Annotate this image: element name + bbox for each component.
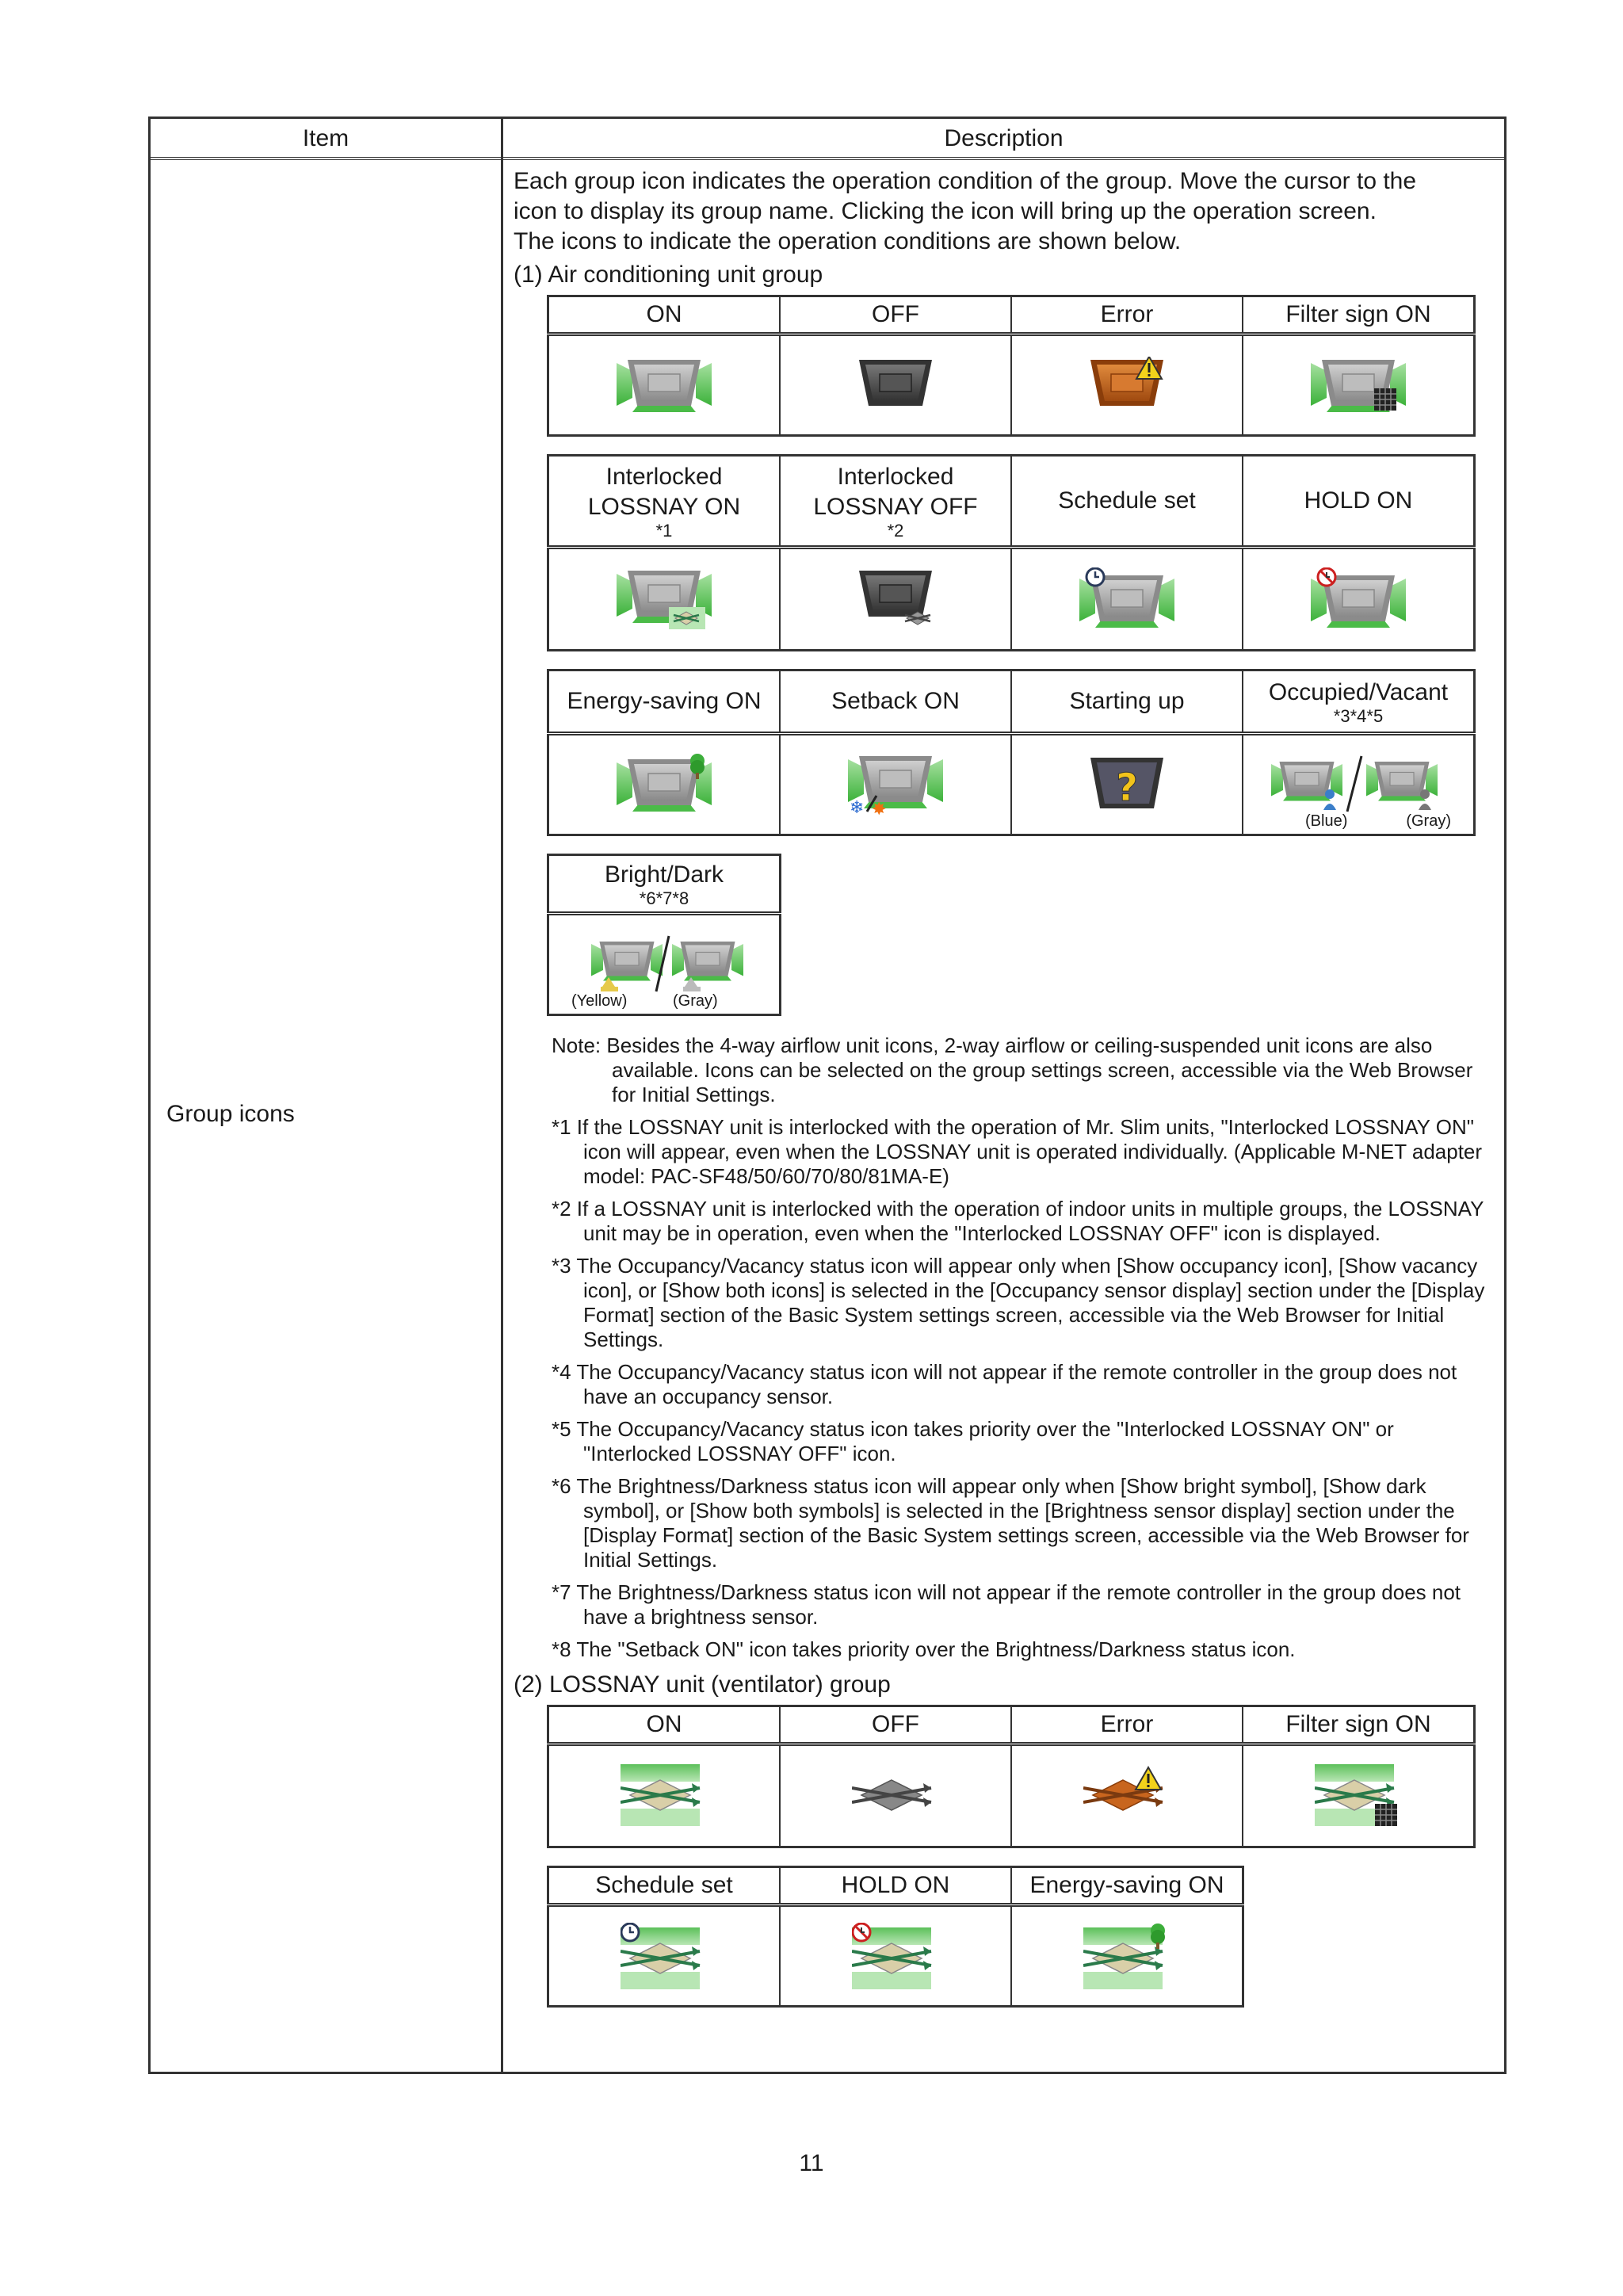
notes: [552, 1033, 1487, 1662]
note-3: *3 The Occupancy/Vacancy status icon will appear only when [Show occupancy icon], [Show vacancy icon], or [Show both icons] is selected in the [Occupancy sensor display] section under the [Display Format] section of the Basic System settings screen, accessible via the Web Browser for Initial Settings.: [552, 1254, 1485, 1351]
ls-label-off: OFF: [780, 1706, 1011, 1744]
footnote-ref-1: *1: [655, 521, 673, 541]
footnote-ref-345: *3*4*5: [1333, 706, 1384, 726]
ac-bright-dark-icon: [548, 914, 781, 1015]
label-gray: (Gray): [1406, 812, 1451, 830]
lossnay-filter-sign-icon: [1243, 1744, 1475, 1847]
label-hold-on: HOLD ON: [1243, 456, 1475, 548]
label-bright-dark-text: Bright/Dark: [604, 861, 724, 888]
label-bright-dark: [548, 855, 781, 914]
label-interlocked-lossnay-on: [548, 456, 781, 548]
note-7: *7 The Brightness/Darkness status icon will not appear if the remote controller in the group does not have a brightness sensor.: [552, 1580, 1461, 1629]
page-number: 11: [799, 2150, 824, 2176]
ls-label-filter-sign-on: Filter sign ON: [1243, 1706, 1475, 1744]
ac-filter-sign-icon: [1243, 334, 1475, 436]
ac-icons-table-3: [547, 669, 1476, 836]
header-item: Item: [302, 125, 349, 151]
ac-icons-table-1: [547, 295, 1476, 437]
ls-label-energy-saving-on: Energy-saving ON: [1011, 1867, 1243, 1905]
label-yellow: (Yellow): [571, 992, 628, 1010]
intro-line-3: The icons to indicate the operation conditions are shown below.: [514, 228, 1182, 254]
section-ac-title: (1) Air conditioning unit group: [514, 262, 823, 288]
svg-text:✸: ✸: [872, 800, 887, 816]
section-lossnay-title: (2) LOSSNAY unit (ventilator) group: [514, 1671, 891, 1698]
ls-label-error: Error: [1011, 1706, 1243, 1744]
ls-label-hold-on: HOLD ON: [780, 1867, 1011, 1905]
ac-off-icon: [780, 334, 1011, 436]
intro-line-1: Each group icon indicates the operation condition of the group. Move the cursor to the: [514, 168, 1417, 194]
ls-label-on: ON: [548, 1706, 781, 1744]
label-lossnay-on: LOSSNAY ON: [587, 494, 741, 520]
header-description: Description: [944, 125, 1064, 151]
footnote-ref-2: *2: [887, 521, 904, 541]
ac-icons-table-4: [547, 854, 781, 1016]
description-cell: [514, 166, 1488, 2008]
label-schedule-set: Schedule set: [1011, 456, 1243, 548]
label-occupied-vacant-text: Occupied/Vacant: [1268, 679, 1449, 705]
ac-icons-table-2: [547, 454, 1476, 651]
note-1: *1 If the LOSSNAY unit is interlocked with the operation of Mr. Slim units, "Interlocked LOSSNAY ON" icon will appear, even when the LOSSNAY unit is operated individually. (Applicable M-NET adapter model: PAC-SF48/50/60/70/80/81MA-E): [552, 1115, 1483, 1188]
svg-text:?: ?: [1116, 766, 1138, 810]
note-4: *4 The Occupancy/Vacancy status icon will not appear if the remote controller in the group does not have an occupancy sensor.: [552, 1360, 1457, 1408]
ac-starting-up-icon: [1011, 734, 1243, 835]
ac-error-icon: [1011, 334, 1243, 436]
note-6: *6 The Brightness/Darkness status icon will appear only when [Show bright symbol], [Show dark symbol], or [Show both symbols] is selected in the [Brightness sensor display] section under the [Display Format] section of the Basic System settings screen, accessible via the Web Browser for Initial Settings.: [552, 1474, 1469, 1572]
lossnay-schedule-set-icon: [548, 1905, 781, 2007]
lossnay-icons-table-2: [547, 1866, 1244, 2008]
svg-text:❄: ❄: [850, 798, 865, 816]
label-filter-sign-on: Filter sign ON: [1243, 296, 1475, 334]
label-error: Error: [1011, 296, 1243, 334]
ac-hold-on-icon: [1243, 548, 1475, 651]
row-label-group-icons: Group icons: [166, 1101, 295, 1127]
lossnay-icons-table-1: [547, 1705, 1476, 1848]
lossnay-hold-on-icon: [780, 1905, 1011, 2007]
label-on: ON: [548, 296, 781, 334]
note-5: *5 The Occupancy/Vacancy status icon takes priority over the "Interlocked LOSSNAY ON" or "Interlocked LOSSNAY OFF" icon.: [552, 1417, 1394, 1465]
lossnay-on-icon: [548, 1744, 781, 1847]
label-lossnay-off: LOSSNAY OFF: [813, 494, 978, 520]
label-blue: (Blue): [1305, 812, 1348, 830]
ac-setback-icon: [780, 734, 1011, 835]
ac-schedule-set-icon: [1011, 548, 1243, 651]
ac-occupied-vacant-icon: [1243, 734, 1475, 835]
lossnay-off-icon: [780, 1744, 1011, 1847]
intro-text: [514, 166, 1488, 257]
note-8: *8 The "Setback ON" icon takes priority over the Brightness/Darkness status icon.: [552, 1637, 1296, 1661]
label-occupied-vacant: [1243, 670, 1475, 734]
table-header: [151, 119, 1504, 160]
ac-on-icon: [548, 334, 781, 436]
label-interlocked-2: Interlocked: [837, 464, 954, 490]
label-interlocked-lossnay-off: [780, 456, 1011, 548]
ac-energy-saving-icon: [548, 734, 781, 835]
label-energy-saving-on: Energy-saving ON: [548, 670, 781, 734]
lossnay-error-icon: [1011, 1744, 1243, 1847]
ac-interlocked-off-icon: [780, 548, 1011, 651]
ac-interlocked-on-icon: [548, 548, 781, 651]
label-starting-up: Starting up: [1011, 670, 1243, 734]
column-divider: [501, 119, 503, 2072]
group-icons-table: [148, 117, 1507, 2074]
label-gray-2: (Gray): [673, 992, 718, 1010]
intro-line-2: icon to display its group name. Clicking the icon will bring up the operation screen.: [514, 198, 1377, 224]
label-setback-on: Setback ON: [780, 670, 1011, 734]
ls-label-schedule-set: Schedule set: [548, 1867, 781, 1905]
lossnay-energy-saving-icon: [1011, 1905, 1243, 2007]
label-interlocked-1: Interlocked: [605, 464, 723, 490]
note-general: Note: Besides the 4-way airflow unit icons, 2-way airflow or ceiling-suspended unit icons are also available. Icons can be selected on the group settings screen, accessible via the Web Browser for Initial Settings.: [552, 1033, 1473, 1106]
label-off: OFF: [780, 296, 1011, 334]
note-2: *2 If a LOSSNAY unit is interlocked with the operation of indoor units in multiple groups, the LOSSNAY unit may be in operation, even when the "Interlocked LOSSNAY OFF" icon is displayed.: [552, 1197, 1484, 1245]
footnote-ref-678: *6*7*8: [639, 888, 689, 908]
